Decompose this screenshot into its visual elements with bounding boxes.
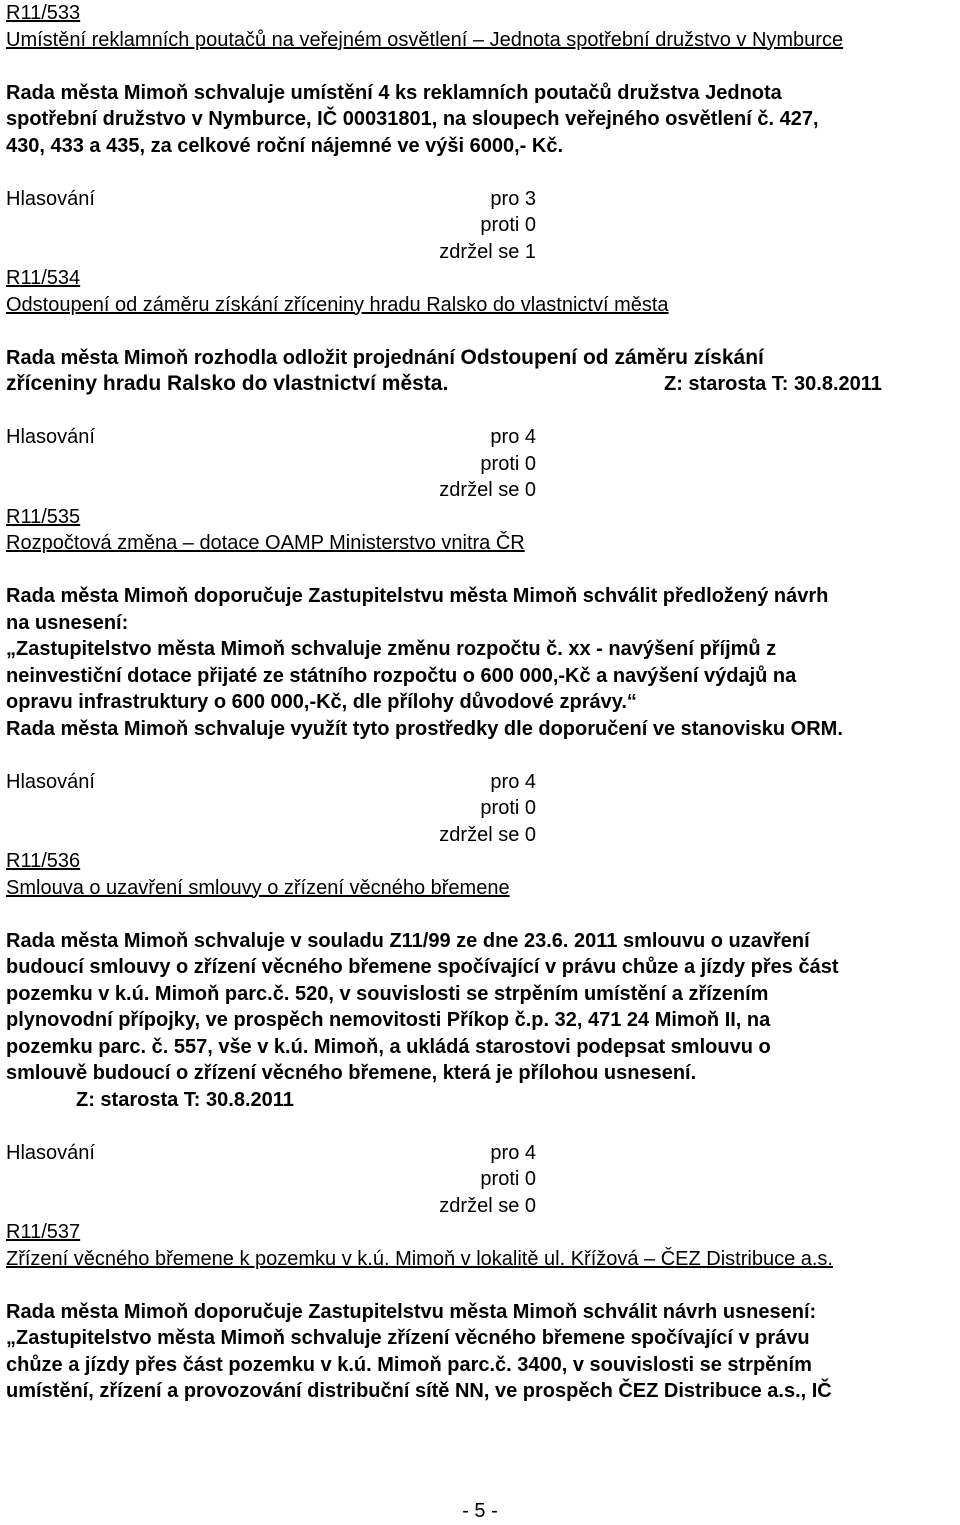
vote-proti: proti 0 xyxy=(480,1168,536,1190)
resolution-text xyxy=(6,345,954,372)
vote-proti: proti 0 xyxy=(480,452,536,475)
vote-proti: proti 0 xyxy=(480,797,536,819)
resolution-text-line: 430, 433 a 435, za celkové roční nájemné ve výši 6000,- Kč. xyxy=(6,134,564,157)
resolution-text-line: smlouvě budoucí o zřízení věcného břemene, která je přílohou usnesení. xyxy=(6,1062,697,1084)
resolution-r11-533 xyxy=(6,0,954,265)
vote-block xyxy=(6,424,954,504)
resolution-text-line: pozemku v k.ú. Mimoň parc.č. 520, v souvislosti se strpěním umístění a zřízením xyxy=(6,982,769,1005)
resolution-id: R11/533 xyxy=(6,2,81,24)
page-number: - 5 - xyxy=(462,1500,498,1522)
resolution-text-emphasis: zříceniny hradu Ralsko do vlastnictví města. xyxy=(6,372,449,395)
resolution-text-line-2 xyxy=(6,371,954,398)
vote-pro: pro 4 xyxy=(490,1141,536,1164)
resolution-text-line: Rada města Mimoň doporučuje Zastupitelstvu města Mimoň schválit návrh usnesení: xyxy=(6,1300,817,1323)
resolution-text-line: chůze a jízdy přes část pozemku v k.ú. Mimoň parc.č. 3400, v souvislosti se strpěním xyxy=(6,1353,812,1376)
resolution-id: R11/535 xyxy=(6,505,81,528)
resolution-title: Rozpočtová změna – dotace OAMP Ministerstvo vnitra ČR xyxy=(6,532,525,554)
resolution-text-line: Rada města Mimoň schvaluje využít tyto prostředky dle doporučení ve stanovisku ORM. xyxy=(6,717,843,740)
resolution-r11-534 xyxy=(6,265,954,504)
resolution-text-part: Rada města Mimoň rozhodla odložit projednání xyxy=(6,346,461,369)
resolution-text-line: umístění, zřízení a provozování distribuční sítě NN, ve prospěch ČEZ Distribuce a.s., IČ xyxy=(6,1380,832,1402)
deadline: Z: starosta T: 30.8.2011 xyxy=(76,1088,294,1111)
resolution-text-line: na usnesení: xyxy=(6,611,129,634)
vote-zdrzel: zdržel se 0 xyxy=(439,1194,536,1217)
vote-block xyxy=(6,1140,954,1220)
vote-block xyxy=(6,769,954,849)
resolution-text-line: opravu infrastruktury o 600 000,-Kč, dle přílohy důvodové zprávy.“ xyxy=(6,691,637,713)
vote-zdrzel: zdržel se 0 xyxy=(439,823,536,846)
vote-pro: pro 4 xyxy=(490,770,536,793)
vote-pro: pro 4 xyxy=(490,426,536,448)
resolution-text-line: „Zastupitelstvo města Mimoň schvaluje zřízení věcného břemene spočívající v právu xyxy=(6,1327,810,1349)
resolution-title: Umístění reklamních poutačů na veřejném osvětlení – Jednota spotřební družstvo v Nymburce xyxy=(6,28,844,51)
vote-pro: pro 3 xyxy=(490,187,536,210)
vote-zdrzel: zdržel se 1 xyxy=(439,240,536,263)
vote-label: Hlasování xyxy=(6,770,95,793)
resolution-text-line: plynovodní přípojky, ve prospěch nemovitosti Příkop č.p. 32, 471 24 Mimoň II, na xyxy=(6,1009,771,1031)
document-page xyxy=(6,0,954,1405)
vote-label: Hlasování xyxy=(6,187,95,210)
deadline: Z: starosta T: 30.8.2011 xyxy=(664,373,882,395)
resolution-text-line: spotřební družstvo v Nymburce, IČ 00031801, na sloupech veřejného osvětlení č. 427, xyxy=(6,108,819,130)
resolution-text-line: pozemku parc. č. 557, vše v k.ú. Mimoň, a ukládá starostovi podepsat smlouvu o xyxy=(6,1035,771,1058)
resolution-id: R11/537 xyxy=(6,1221,81,1243)
resolution-title: Zřízení věcného břemene k pozemku v k.ú. Mimoň v lokalitě ul. Křížová – ČEZ Distribuce a.s. xyxy=(6,1247,833,1270)
resolution-r11-537 xyxy=(6,1219,954,1405)
resolution-text-line: neinvestiční dotace přijaté ze státního rozpočtu o 600 000,-Kč a navýšení výdajů na xyxy=(6,664,797,687)
vote-label: Hlasování xyxy=(6,426,95,448)
vote-proti: proti 0 xyxy=(480,214,536,236)
resolution-text-emphasis: Odstoupení od záměru získání xyxy=(460,345,764,369)
resolution-text-line: „Zastupitelstvo města Mimoň schvaluje změnu rozpočtu č. xx - navýšení příjmů z xyxy=(6,638,777,660)
resolution-id: R11/536 xyxy=(6,850,81,872)
resolution-r11-535 xyxy=(6,504,954,849)
resolution-title: Smlouva o uzavření smlouvy o zřízení věcného břemene xyxy=(6,876,510,899)
resolution-text-line: Rada města Mimoň schvaluje umístění 4 ks reklamních poutačů družstva Jednota xyxy=(6,81,782,104)
vote-block xyxy=(6,186,954,266)
resolution-text-line: Rada města Mimoň doporučuje Zastupitelstvu města Mimoň schválit předložený návrh xyxy=(6,585,829,607)
resolution-id: R11/534 xyxy=(6,267,81,289)
resolution-text-line: Rada města Mimoň schvaluje v souladu Z11/99 ze dne 23.6. 2011 smlouvu o uzavření xyxy=(6,929,810,952)
resolution-text-line: budoucí smlouvy o zřízení věcného břemene spočívající v právu chůze a jízdy přes část xyxy=(6,956,839,978)
vote-zdrzel: zdržel se 0 xyxy=(439,479,536,501)
vote-label: Hlasování xyxy=(6,1141,95,1164)
resolution-r11-536 xyxy=(6,848,954,1219)
resolution-title: Odstoupení od záměru získání zříceniny hradu Ralsko do vlastnictví města xyxy=(6,293,669,316)
